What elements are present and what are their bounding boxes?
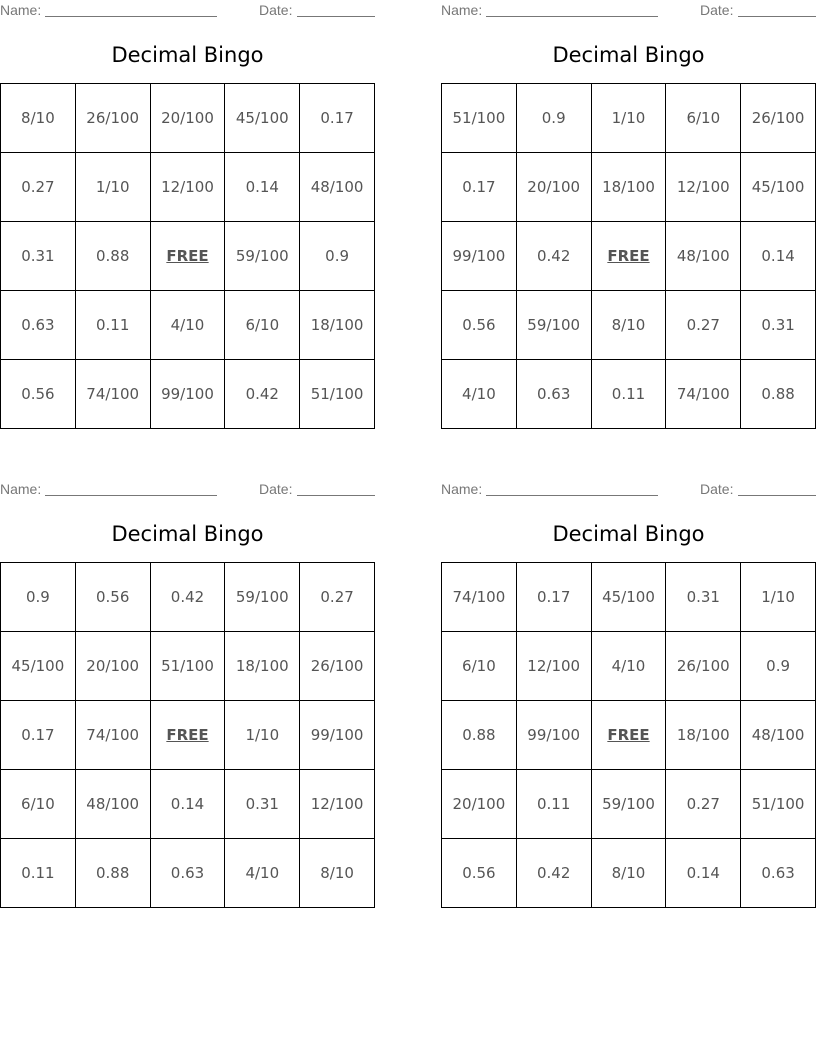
name-label: Name: <box>0 481 42 497</box>
bingo-cell: 0.17 <box>300 84 375 153</box>
bingo-cell: 74/100 <box>666 360 741 429</box>
bingo-cell: 0.14 <box>225 153 300 222</box>
name-blank <box>45 16 217 17</box>
bingo-cell: 12/100 <box>666 153 741 222</box>
grid-row <box>1 632 375 701</box>
grid-row <box>1 770 375 839</box>
bingo-cell: 0.27 <box>666 291 741 360</box>
bingo-cell: 0.88 <box>442 701 517 770</box>
bingo-cell: 99/100 <box>300 701 375 770</box>
bingo-cell: 0.27 <box>666 770 741 839</box>
grid-row <box>442 701 816 770</box>
bingo-card <box>441 0 816 403</box>
bingo-cell: 59/100 <box>225 563 300 632</box>
bingo-grid <box>441 83 816 429</box>
date-blank <box>297 16 375 17</box>
bingo-cell: 0.9 <box>1 563 76 632</box>
bingo-cell: 4/10 <box>150 291 225 360</box>
bingo-cell: 59/100 <box>591 770 666 839</box>
grid-row <box>442 632 816 701</box>
bingo-cell: 0.31 <box>741 291 816 360</box>
bingo-cell: 0.42 <box>150 563 225 632</box>
bingo-cell: 0.56 <box>442 291 517 360</box>
bingo-cell: 0.11 <box>75 291 150 360</box>
date-blank <box>738 16 816 17</box>
date-label: Date: <box>259 2 293 18</box>
bingo-cell: 20/100 <box>150 84 225 153</box>
bingo-cell: 45/100 <box>741 153 816 222</box>
bingo-cell: 8/10 <box>300 839 375 908</box>
bingo-cell: 0.42 <box>225 360 300 429</box>
bingo-cell: 0.11 <box>1 839 76 908</box>
bingo-cell: 0.88 <box>75 839 150 908</box>
bingo-cell: 18/100 <box>300 291 375 360</box>
bingo-cell: 51/100 <box>442 84 517 153</box>
bingo-cell: 0.56 <box>1 360 76 429</box>
bingo-cell: 0.63 <box>1 291 76 360</box>
bingo-cell: 0.17 <box>1 701 76 770</box>
bingo-cell: 48/100 <box>666 222 741 291</box>
bingo-cell: 45/100 <box>591 563 666 632</box>
grid-row <box>442 563 816 632</box>
bingo-cell: 51/100 <box>150 632 225 701</box>
card-header <box>441 479 816 501</box>
grid-row <box>1 153 375 222</box>
bingo-cell: 20/100 <box>516 153 591 222</box>
bingo-cell: 0.31 <box>225 770 300 839</box>
bingo-cell: 20/100 <box>442 770 517 839</box>
grid-row <box>442 84 816 153</box>
bingo-cell: 59/100 <box>225 222 300 291</box>
bingo-cell: 48/100 <box>75 770 150 839</box>
bingo-cell: 0.14 <box>150 770 225 839</box>
bingo-cell: 26/100 <box>666 632 741 701</box>
bingo-cell: 45/100 <box>225 84 300 153</box>
bingo-cell: 0.9 <box>516 84 591 153</box>
grid-row <box>1 222 375 291</box>
bingo-cell: 74/100 <box>442 563 517 632</box>
bingo-cell: 6/10 <box>225 291 300 360</box>
bingo-cell: 0.31 <box>666 563 741 632</box>
name-label: Name: <box>0 2 42 18</box>
bingo-cell: 18/100 <box>225 632 300 701</box>
bingo-cell: 18/100 <box>591 153 666 222</box>
bingo-cell: 0.88 <box>75 222 150 291</box>
bingo-cell: 18/100 <box>666 701 741 770</box>
bingo-grid <box>441 562 816 908</box>
bingo-cell: 4/10 <box>591 632 666 701</box>
bingo-cell: 51/100 <box>300 360 375 429</box>
card-title: Decimal Bingo <box>552 43 705 67</box>
bingo-cell: 6/10 <box>1 770 76 839</box>
bingo-grid <box>0 83 375 429</box>
bingo-cell: 0.56 <box>442 839 517 908</box>
grid-row <box>442 770 816 839</box>
bingo-cell: 0.11 <box>516 770 591 839</box>
bingo-cell: 1/10 <box>591 84 666 153</box>
card-title: Decimal Bingo <box>111 43 264 67</box>
bingo-cell: 12/100 <box>516 632 591 701</box>
bingo-cell: 8/10 <box>1 84 76 153</box>
grid-row <box>1 701 375 770</box>
bingo-cell: 1/10 <box>75 153 150 222</box>
grid-row <box>1 839 375 908</box>
bingo-cell: 45/100 <box>1 632 76 701</box>
grid-row <box>442 153 816 222</box>
free-cell: FREE <box>591 222 666 291</box>
bingo-cell: 20/100 <box>75 632 150 701</box>
name-label: Name: <box>441 2 483 18</box>
bingo-cell: 0.42 <box>516 222 591 291</box>
grid-row <box>1 84 375 153</box>
name-label: Name: <box>441 481 483 497</box>
bingo-cell: 0.63 <box>741 839 816 908</box>
bingo-cell: 0.9 <box>741 632 816 701</box>
card-header <box>441 0 816 22</box>
bingo-cell: 51/100 <box>741 770 816 839</box>
bingo-cell: 99/100 <box>516 701 591 770</box>
bingo-cell: 99/100 <box>442 222 517 291</box>
bingo-cell: 0.31 <box>1 222 76 291</box>
grid-row <box>1 291 375 360</box>
name-blank <box>45 495 217 496</box>
grid-row <box>442 360 816 429</box>
bingo-cell: 12/100 <box>300 770 375 839</box>
bingo-grid <box>0 562 375 908</box>
grid-row <box>1 360 375 429</box>
grid-row <box>442 839 816 908</box>
free-cell: FREE <box>150 222 225 291</box>
bingo-cell: 99/100 <box>150 360 225 429</box>
bingo-cell: 74/100 <box>75 701 150 770</box>
bingo-cell: 8/10 <box>591 291 666 360</box>
bingo-cell: 1/10 <box>225 701 300 770</box>
bingo-cell: 26/100 <box>75 84 150 153</box>
date-blank <box>738 495 816 496</box>
bingo-cell: 0.27 <box>300 563 375 632</box>
bingo-cell: 0.27 <box>1 153 76 222</box>
bingo-cell: 0.17 <box>442 153 517 222</box>
bingo-cell: 12/100 <box>150 153 225 222</box>
grid-row <box>442 291 816 360</box>
bingo-cell: 59/100 <box>516 291 591 360</box>
bingo-cell: 26/100 <box>741 84 816 153</box>
bingo-cell: 0.9 <box>300 222 375 291</box>
grid-row <box>442 222 816 291</box>
bingo-card <box>0 479 375 882</box>
bingo-cell: 0.56 <box>75 563 150 632</box>
bingo-card <box>0 0 375 403</box>
name-blank <box>486 495 658 496</box>
date-blank <box>297 495 375 496</box>
bingo-cell: 0.14 <box>741 222 816 291</box>
bingo-cell: 0.63 <box>150 839 225 908</box>
bingo-cell: 4/10 <box>442 360 517 429</box>
bingo-cell: 8/10 <box>591 839 666 908</box>
bingo-cell: 0.88 <box>741 360 816 429</box>
bingo-cell: 0.11 <box>591 360 666 429</box>
card-title: Decimal Bingo <box>552 522 705 546</box>
bingo-card <box>441 479 816 882</box>
bingo-cell: 74/100 <box>75 360 150 429</box>
bingo-cell: 1/10 <box>741 563 816 632</box>
card-header <box>0 0 375 22</box>
bingo-cell: 48/100 <box>300 153 375 222</box>
bingo-cell: 6/10 <box>666 84 741 153</box>
free-cell: FREE <box>150 701 225 770</box>
bingo-cell: 26/100 <box>300 632 375 701</box>
date-label: Date: <box>700 2 734 18</box>
card-title: Decimal Bingo <box>111 522 264 546</box>
date-label: Date: <box>259 481 293 497</box>
date-label: Date: <box>700 481 734 497</box>
bingo-cell: 0.63 <box>516 360 591 429</box>
name-blank <box>486 16 658 17</box>
bingo-cell: 48/100 <box>741 701 816 770</box>
bingo-cell: 0.14 <box>666 839 741 908</box>
bingo-cell: 4/10 <box>225 839 300 908</box>
grid-row <box>1 563 375 632</box>
bingo-cell: 6/10 <box>442 632 517 701</box>
free-cell: FREE <box>591 701 666 770</box>
card-header <box>0 479 375 501</box>
bingo-cell: 0.17 <box>516 563 591 632</box>
bingo-cell: 0.42 <box>516 839 591 908</box>
